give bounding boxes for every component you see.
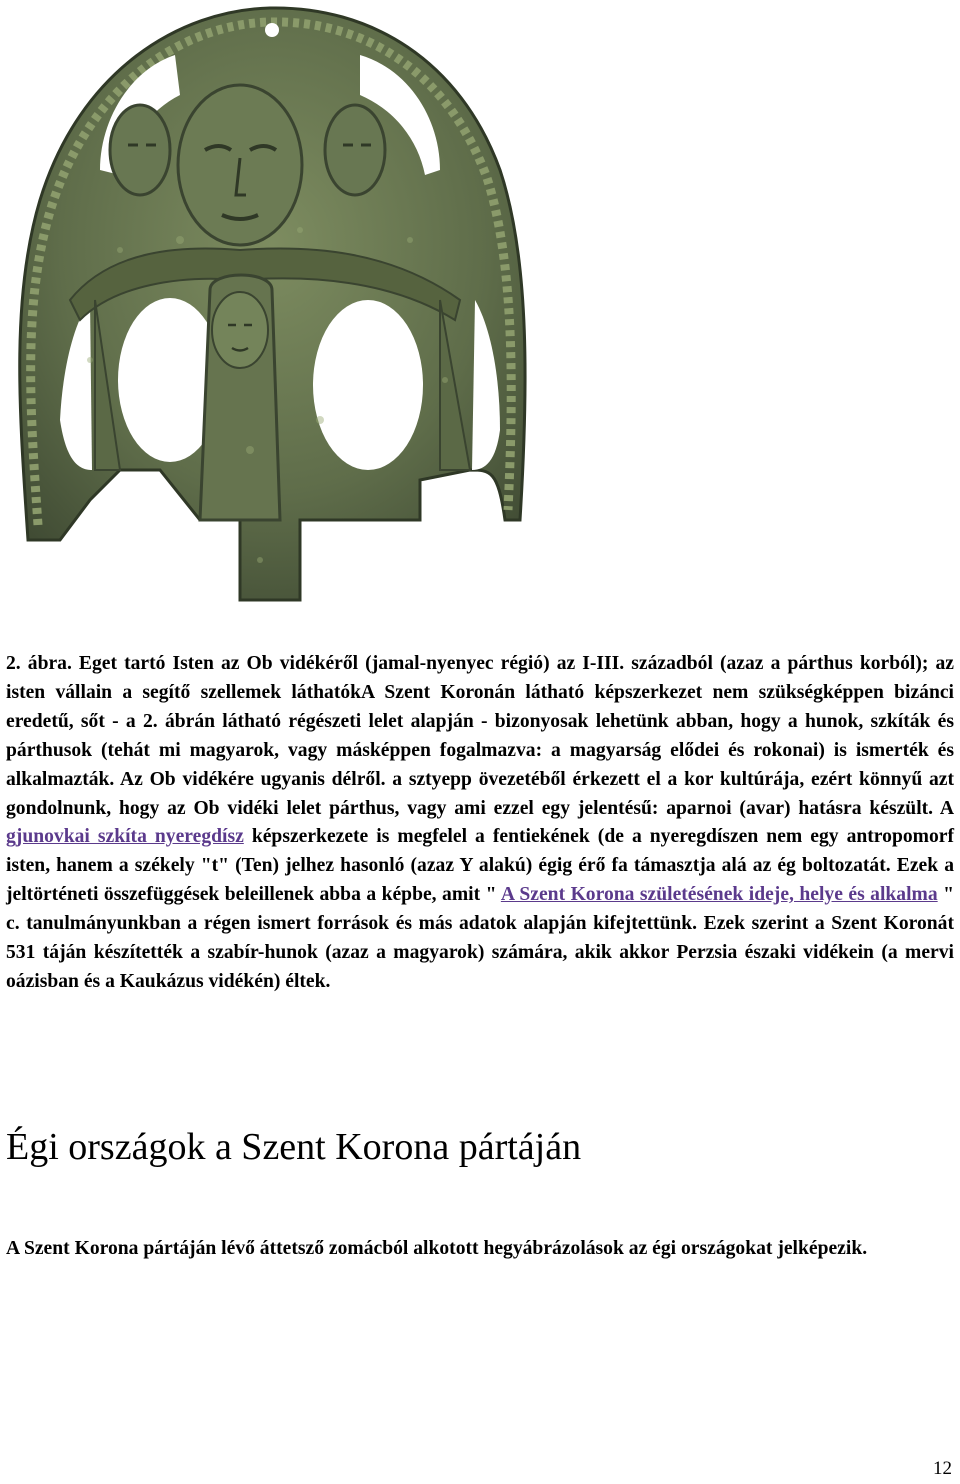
link-szent-korona-szuletese[interactable]: A Szent Korona születésének ideje, helye és alkalma: [500, 884, 938, 906]
page-number: 12: [933, 1458, 952, 1479]
link-gjunovkai-nyeregdisz[interactable]: gjunovkai szkíta nyeregdísz: [6, 826, 244, 848]
bronze-plaque-icon: [0, 0, 560, 630]
section-heading: Égi országok a Szent Korona pártáján: [6, 1126, 582, 1168]
caption-text-3: " c. tanulmányunkban a régen ismert források és más adatok alapján kifejtettünk. Ezek szerint a Szent Koronát 531 táján készítették a szabír-hunok (azaz a magyarok) számára, akik akkor Perzsia északi vidékein (a mervi oázisban és a Kaukázus vidékén) éltek.: [6, 884, 954, 992]
caption-text-2: képszerkezete is megfelel a fentiekének (de a nyeregdíszen nem egy antropomorf isten, hanem a székely "t" (Ten) jelhez hasonló (azaz Y alakú) égig érő fa támasztja alá az ég boltozatát. Ezek a jeltörténeti összefüggések beleillenek abba a képbe, amit ": [6, 826, 954, 906]
figure-bronze-plaque: [0, 0, 560, 630]
section-paragraph: A Szent Korona pártáján lévő áttetsző zomácból alkotott hegyábrázolások az égi országokat jelképezik.: [6, 1238, 868, 1259]
caption-text-1: 2. ábra. Eget tartó Isten az Ob vidékéről (jamal-nyenyec régió) az I-III. századból (azaz a párthus korból); az isten vállain a segítő szellemek láthatókA Szent Koronán látható képszerkezet nem szükségképpen bizánci eredetű, sőt - a 2. ábrán látható régészeti lelet alapján - bizonyosak lehetünk abban, hogy a hunok, szkíták és párthusok (tehát mi magyarok, vagy másképpen fogalmazva: a magyarság elődei és rokonai) is ismerték és alkalmazták. Az Ob vidékére ugyanis délről. a sztyepp övezetéből érkezett el a kor kultúrája, ezért könnyű azt gondolnunk, hogy az Ob vidéki lelet párthus, vagy ami ezzel egy jelentésű: aparnoi (avar) hatásra készült. A: [6, 653, 954, 819]
figure-caption: [6, 650, 954, 997]
